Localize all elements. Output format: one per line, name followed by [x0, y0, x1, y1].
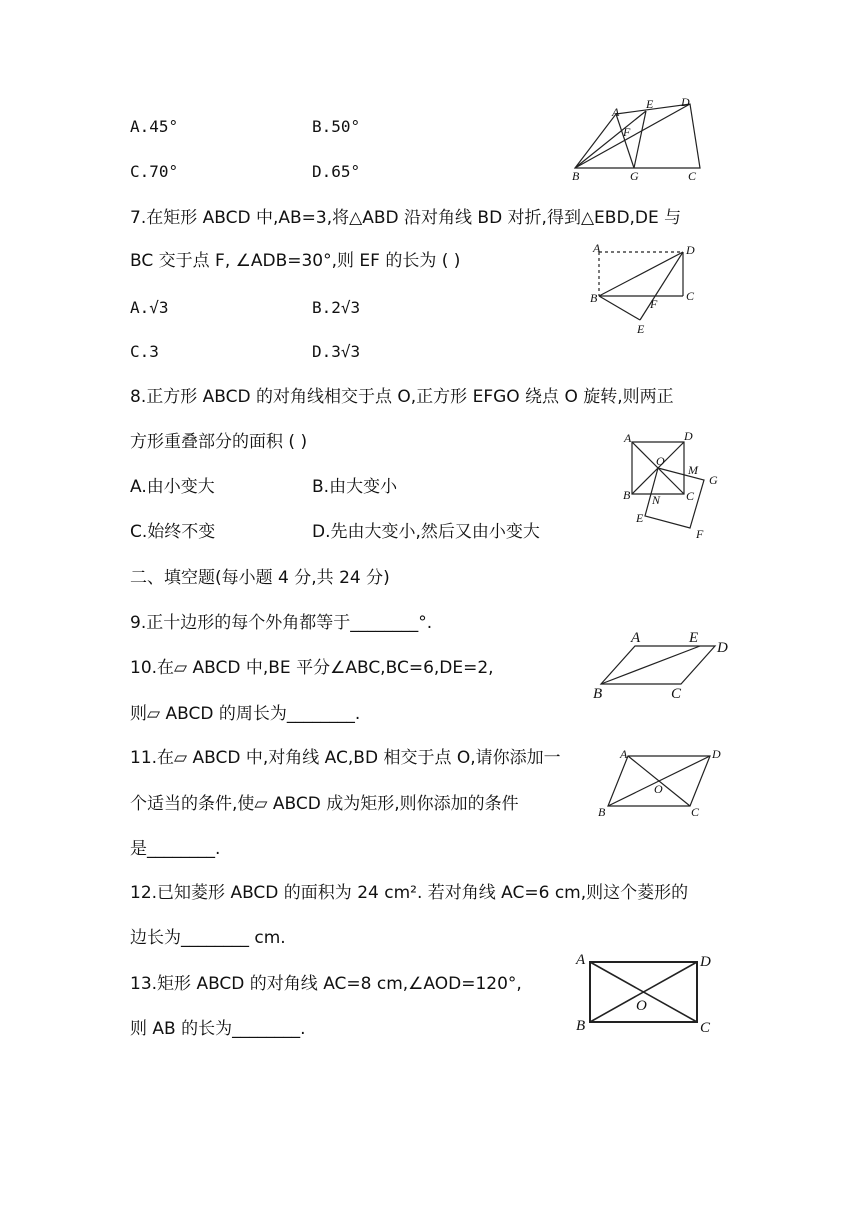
q10-stem-line2: 则▱ ABCD 的周长为________. — [130, 704, 361, 724]
q13-figure — [572, 948, 722, 1038]
q11-figure — [590, 742, 730, 818]
q8-stem-line1: 8.正方形 ABCD 的对角线相交于点 O,正方形 EFGO 绕点 O 旋转,则两正 — [130, 387, 674, 407]
q8-label-d: D — [684, 429, 693, 443]
q6-figure — [560, 92, 710, 184]
q7-figure — [585, 240, 705, 340]
q7-stem-line2: BC 交于点 F, ∠ADB=30°,则 EF 的长为 ( ) — [130, 251, 461, 271]
q11-label-b: B — [598, 805, 606, 819]
q8-label-o: O — [656, 454, 665, 468]
q10-parallelogram — [601, 646, 715, 684]
q8-label-e: E — [636, 511, 644, 525]
q6-option-d: D.65° — [312, 162, 361, 181]
q6-label-a: A — [612, 105, 620, 119]
q6-option-c: C.70° — [130, 162, 179, 181]
q10-line-be — [601, 646, 700, 684]
q10-stem-line1: 10.在▱ ABCD 中,BE 平分∠ABC,BC=6,DE=2, — [130, 658, 494, 678]
q13-label-a: A — [576, 952, 586, 968]
q13-label-c: C — [700, 1020, 711, 1036]
q6-line-bd — [575, 104, 690, 168]
section-2-title: 二、填空题(每小题 4 分,共 24 分) — [130, 568, 390, 588]
q6-label-e: E — [646, 97, 654, 111]
q10-label-d: D — [717, 640, 728, 656]
q10-label-a: A — [631, 630, 641, 646]
q6-label-g: G — [630, 169, 639, 183]
q7-stem-line1: 7.在矩形 ABCD 中,AB=3,将△ABD 沿对角线 BD 对折,得到△EBD,DE 与 — [130, 208, 682, 228]
q11-label-c: C — [691, 805, 700, 819]
q8-label-m: M — [688, 463, 698, 477]
q7-option-d: D.3√3 — [312, 342, 361, 361]
q7-label-c: C — [686, 289, 695, 303]
q8-stem-line2: 方形重叠部分的面积 ( ) — [130, 432, 308, 452]
q11-stem-line2: 个适当的条件,使▱ ABCD 成为矩形,则你添加的条件 — [130, 794, 519, 814]
q8-label-b: B — [623, 488, 631, 502]
q11-label-d: D — [712, 747, 721, 761]
q6-label-c: C — [688, 169, 697, 183]
q13-stem-line1: 13.矩形 ABCD 的对角线 AC=8 cm,∠AOD=120°, — [130, 974, 522, 994]
q8-label-a: A — [624, 431, 632, 445]
q9-stem: 9.正十边形的每个外角都等于________°. — [130, 613, 433, 633]
q12-stem-line2: 边长为________ cm. — [130, 928, 286, 948]
q6-quad — [575, 104, 700, 168]
q7-label-f: F — [650, 297, 658, 311]
q11-diag-bd — [608, 756, 710, 806]
q7-side-be — [599, 296, 640, 320]
q6-label-d: D — [681, 95, 690, 109]
q7-label-d: D — [686, 243, 695, 257]
q7-diag-bd — [599, 252, 683, 296]
q10-label-e: E — [689, 630, 699, 646]
q11-label-a: A — [620, 747, 628, 761]
q7-option-b: B.2√3 — [312, 298, 361, 317]
q8-label-f: F — [696, 527, 704, 541]
q6-label-b: B — [572, 169, 580, 183]
q8-label-n: N — [652, 493, 661, 507]
q6-option-a: A.45° — [130, 117, 179, 136]
q11-stem-line3: 是________. — [130, 839, 221, 859]
q10-label-c: C — [671, 686, 682, 702]
q7-side-ed — [640, 252, 683, 320]
q6-label-f: F — [623, 125, 631, 139]
q7-label-b: B — [590, 291, 598, 305]
q7-label-a: A — [593, 241, 601, 255]
q12-stem-line1: 12.已知菱形 ABCD 的面积为 24 cm². 若对角线 AC=6 cm,则这个菱形的 — [130, 883, 689, 903]
q13-label-d: D — [700, 954, 711, 970]
q10-figure — [585, 628, 735, 704]
q11-stem-line1: 11.在▱ ABCD 中,对角线 AC,BD 相交于点 O,请你添加一 — [130, 748, 561, 768]
q8-option-c: C.始终不变 — [130, 522, 216, 542]
q13-label-o: O — [636, 998, 647, 1014]
q7-option-a: A.√3 — [130, 298, 169, 317]
q13-stem-line2: 则 AB 的长为________. — [130, 1019, 306, 1039]
q8-option-b: B.由大变小 — [312, 477, 398, 497]
q11-label-o: O — [654, 782, 663, 796]
q7-option-c: C.3 — [130, 342, 159, 361]
q8-label-g: G — [709, 473, 718, 487]
q10-label-b: B — [593, 686, 603, 702]
q8-label-c: C — [686, 489, 695, 503]
q8-option-a: A.由小变大 — [130, 477, 215, 497]
q8-option-d: D.先由大变小,然后又由小变大 — [312, 522, 540, 542]
q8-figure — [618, 430, 728, 542]
q6-option-b: B.50° — [312, 117, 361, 136]
q13-label-b: B — [576, 1018, 586, 1034]
q7-label-e: E — [637, 322, 645, 336]
